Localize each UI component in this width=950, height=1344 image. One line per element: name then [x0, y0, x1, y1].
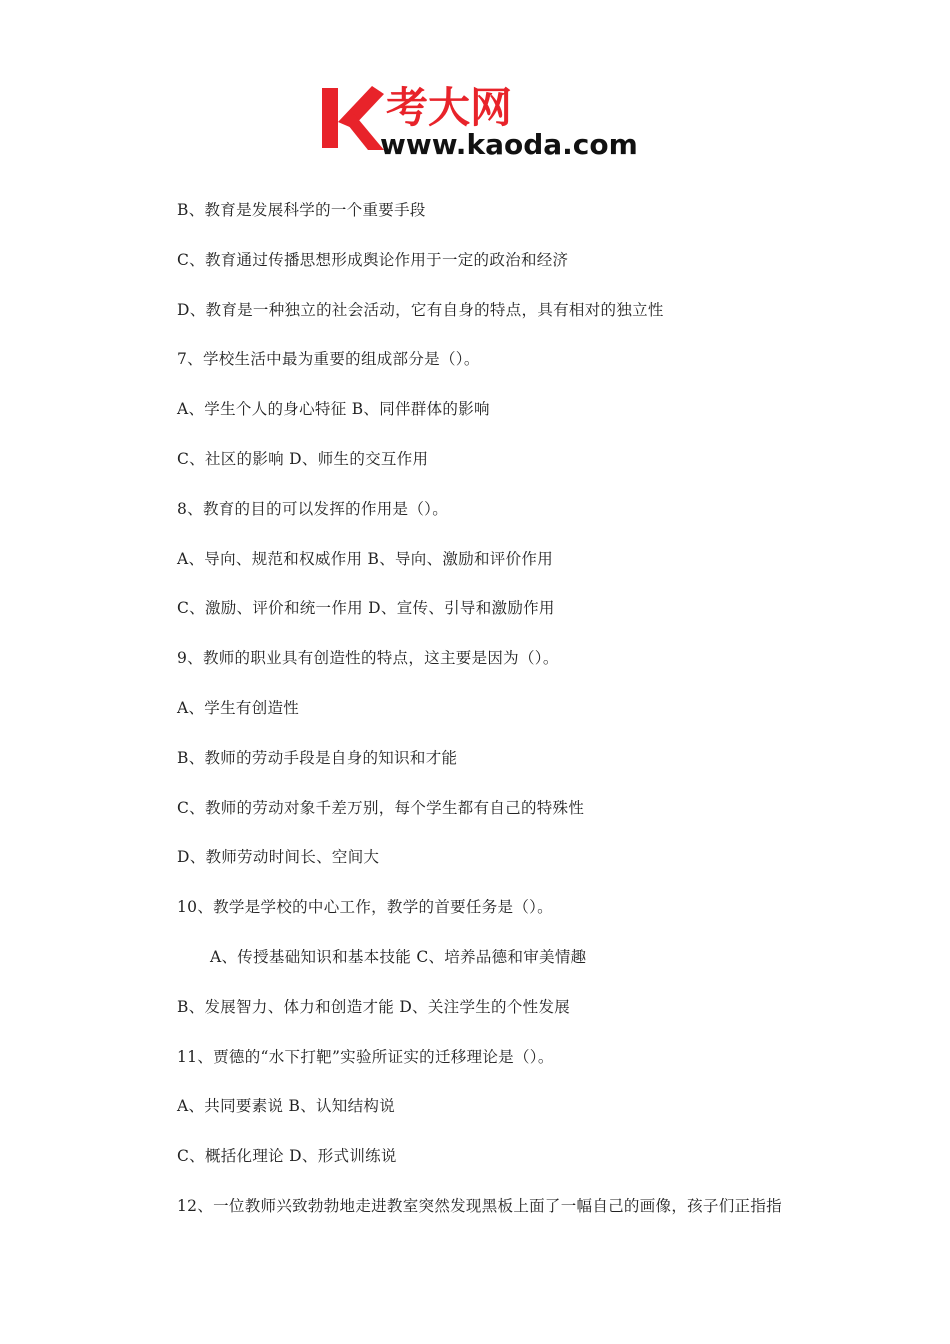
logo-brand-cn: 考大网 [386, 83, 513, 132]
k-logo-icon [322, 86, 384, 150]
text-line: D、教师劳动时间长、空间大 [177, 848, 380, 867]
document-body [177, 196, 877, 1242]
text-line: C、激励、评价和统一作用 D、宣传、引导和激励作用 [177, 599, 555, 618]
question-10: 10、教学是学校的中心工作，教学的首要任务是（）。 [177, 898, 553, 917]
kaoda-logo [318, 78, 638, 160]
question-7: 7、学校生活中最为重要的组成部分是（）。 [177, 350, 480, 369]
logo-brand-url: www.kaoda.com [380, 128, 638, 160]
question-11: 11、贾德的“水下打靶”实验所证实的迁移理论是（）。 [177, 1047, 554, 1066]
text-line: D、教育是一种独立的社会活动，它有自身的特点，具有相对的独立性 [177, 300, 664, 319]
text-line: B、教师的劳动手段是自身的知识和才能 [177, 748, 458, 767]
text-line: B、发展智力、体力和创造才能 D、关注学生的个性发展 [177, 997, 571, 1016]
text-line: A、学生个人的身心特征 B、同伴群体的影响 [177, 400, 490, 419]
text-line: A、学生有创造性 [177, 698, 300, 717]
question-9: 9、教师的职业具有创造性的特点，这主要是因为（）。 [177, 649, 559, 668]
text-line: B、教育是发展科学的一个重要手段 [177, 201, 426, 219]
text-line: C、社区的影响 D、师生的交互作用 [177, 449, 429, 468]
text-line: A、共同要素说 B、认知结构说 [177, 1097, 396, 1116]
text-line: C、教师的劳动对象千差万别，每个学生都有自己的特殊性 [177, 798, 585, 817]
text-line: A、传授基础知识和基本技能 C、培养品德和审美情趣 [210, 947, 587, 966]
question-12: 12、一位教师兴致勃勃地走进教室突然发现黑板上面了一幅自己的画像，孩子们正指指 [177, 1196, 782, 1215]
text-line: C、教育通过传播思想形成舆论作用于一定的政治和经济 [177, 250, 569, 269]
text-line: C、概括化理论 D、形式训练说 [177, 1147, 397, 1166]
question-8: 8、教育的目的可以发挥的作用是（）。 [177, 499, 449, 518]
text-line: A、导向、规范和权威作用 B、导向、激励和评价作用 [177, 549, 554, 568]
